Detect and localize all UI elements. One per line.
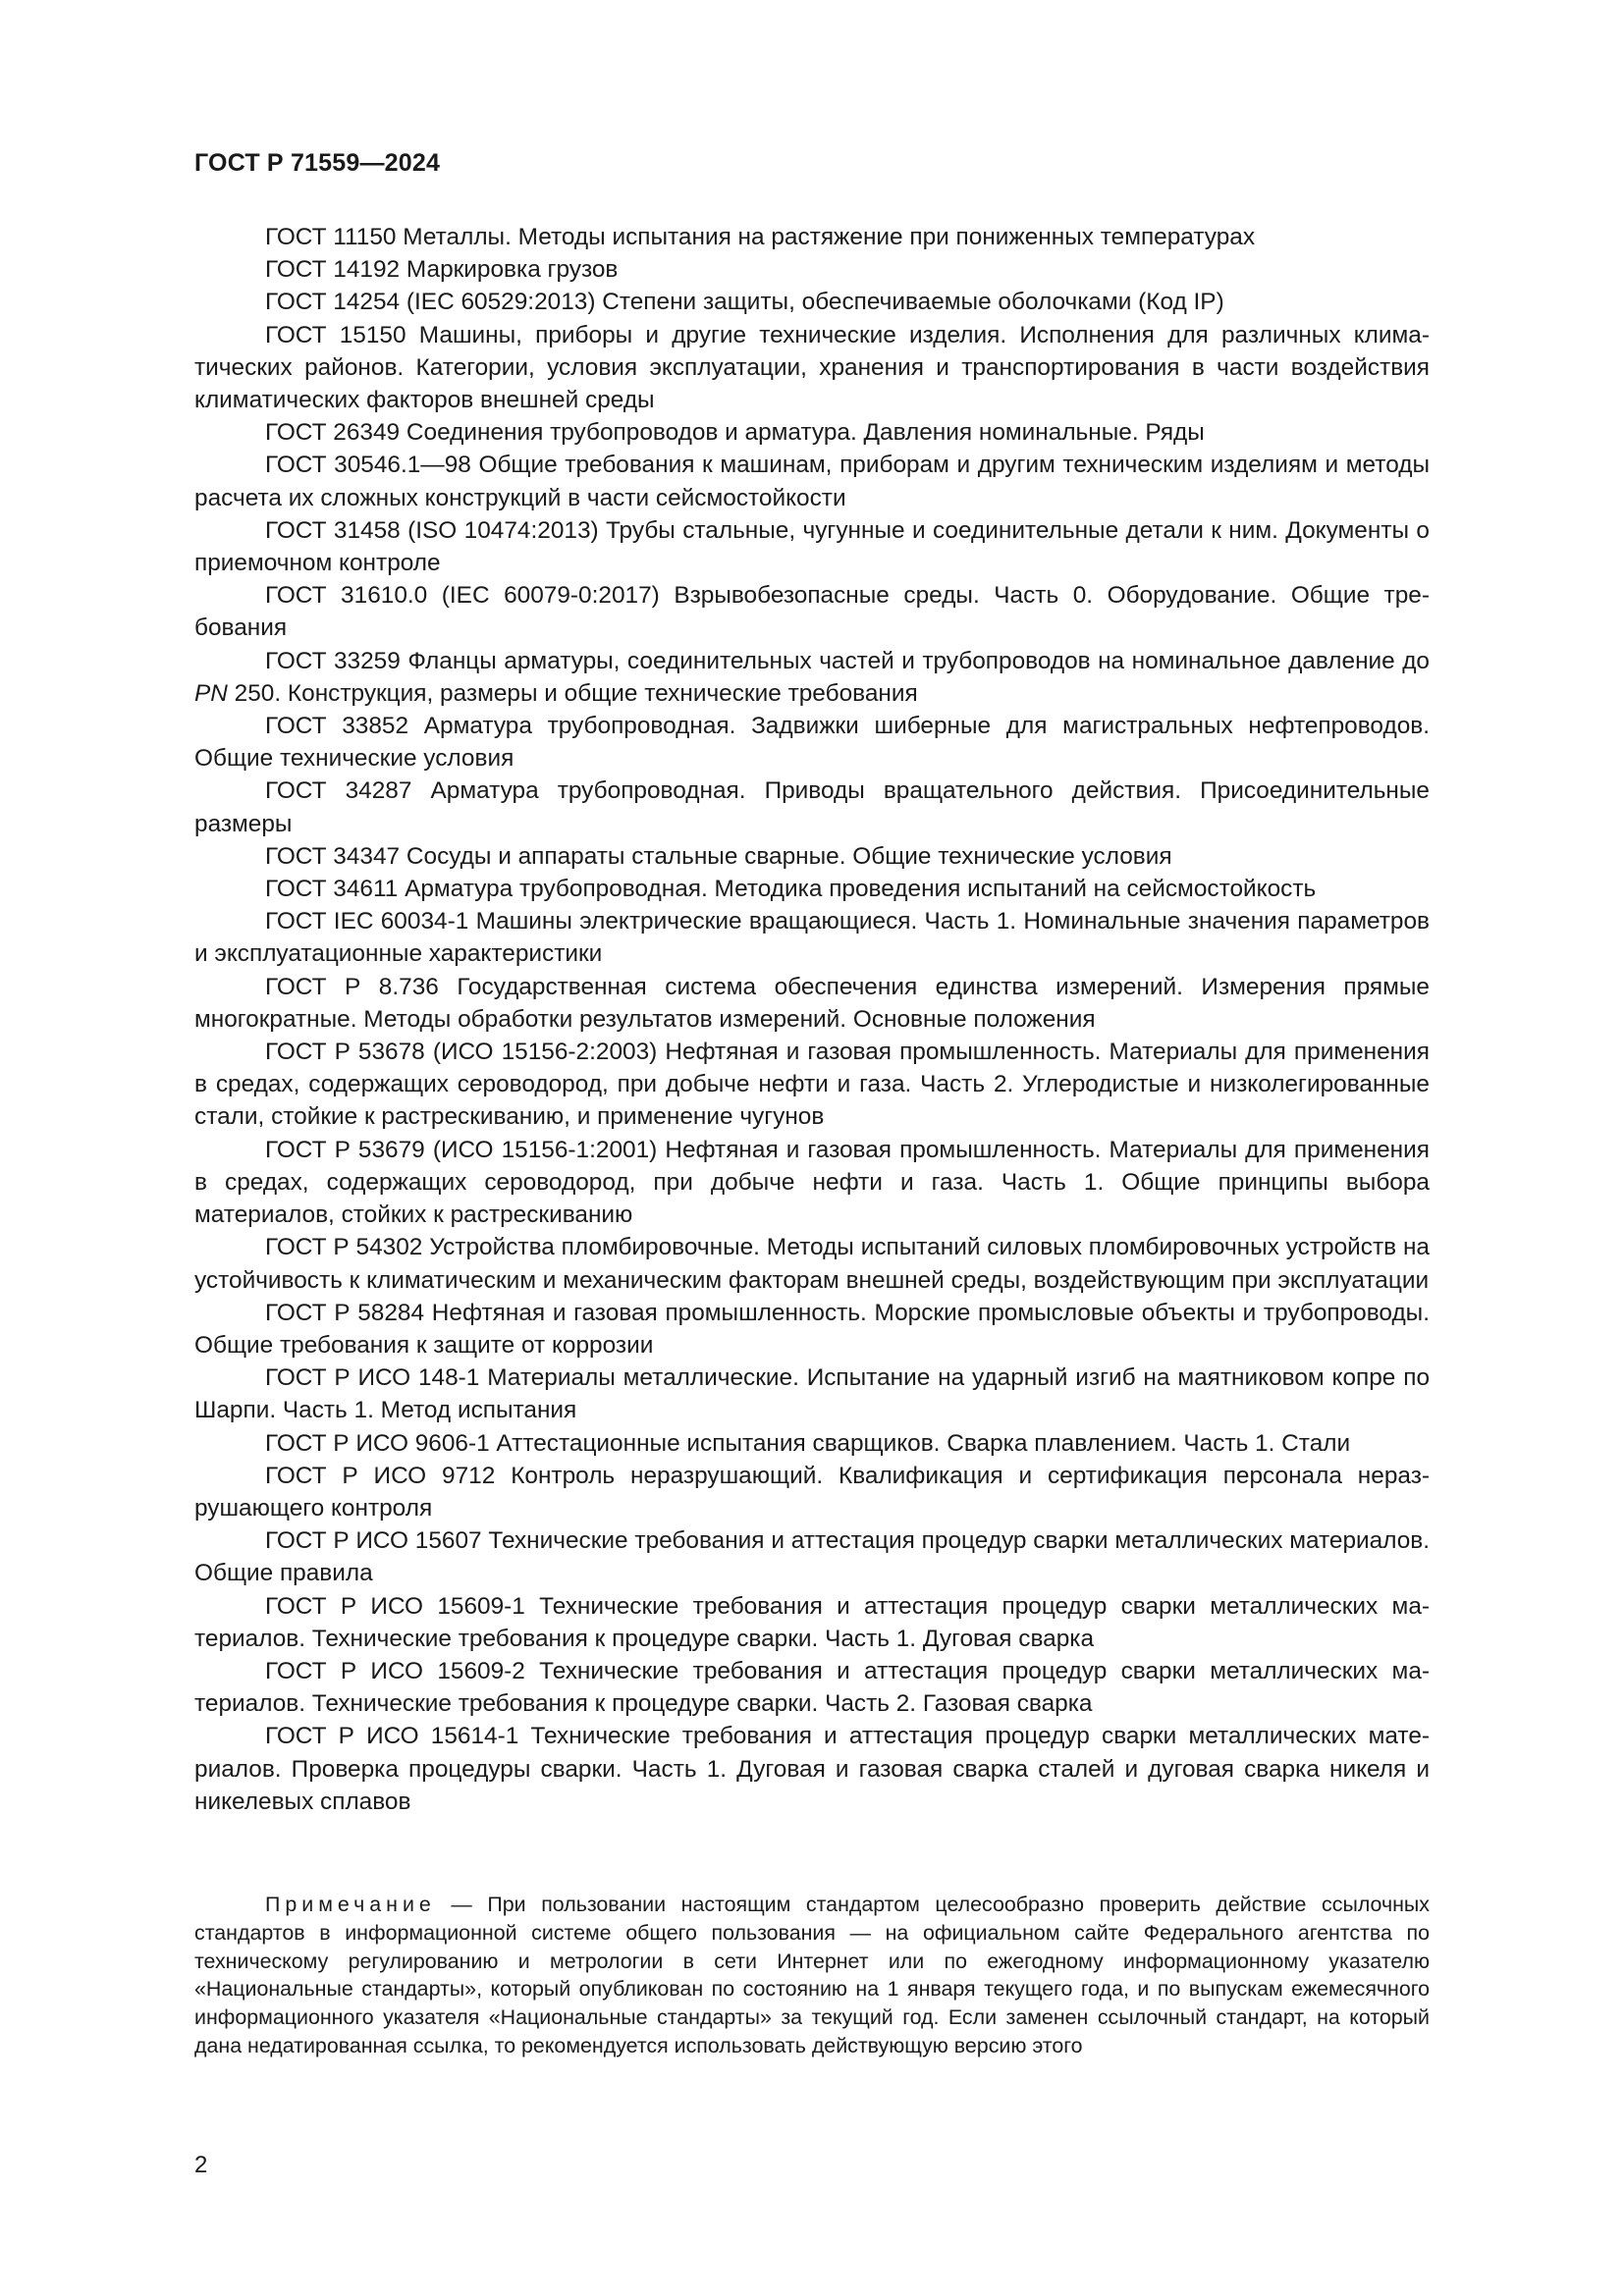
reference-code: ГОСТ Р ИСО 148-1 bbox=[265, 1364, 480, 1392]
reference-code: ГОСТ 26349 bbox=[265, 419, 401, 447]
reference-item bbox=[194, 319, 1430, 417]
reference-code: ГОСТ 11150 bbox=[265, 224, 397, 250]
reference-item bbox=[194, 710, 1430, 774]
reference-title: Контроль неразрушающий. Квалификация и сертификация персонала неразрушающего контроля bbox=[194, 1462, 1431, 1522]
reference-code: ГОСТ Р 8.736 bbox=[265, 973, 439, 1000]
reference-item bbox=[194, 514, 1430, 579]
reference-code: ГОСТ Р ИСО 15607 bbox=[265, 1527, 482, 1555]
reference-item bbox=[194, 221, 1430, 253]
reference-title-part: 250. Конструкция, размеры и общие технические требования bbox=[227, 679, 918, 707]
reference-code: ГОСТ 34347 bbox=[265, 842, 401, 870]
note-text: — При пользовании настоящим стандартом целесообразно проверить действие ссылочных стандартов в информационной системе общего пользования — на официальном сайте Федерального агентства по техническому регулированию и метрологии в сети Интернет или по ежегодному информационному указателю «Национальные стандарты», который опубликован по состоянию на 1 января текущего года, и по выпускам ежемесячного информационного указателя «Национальные стандарты» за текущий год. Если заменен ссылочный стандарт, на который дана недатированная ссылка, то рекомендуется использовать действующую версию этого bbox=[194, 1893, 1430, 2057]
reference-code: ГОСТ Р 53679 bbox=[265, 1136, 425, 1163]
reference-item bbox=[194, 1720, 1430, 1818]
reference-title: Маркировка грузов bbox=[406, 256, 619, 284]
reference-title: Технические требования и аттестация процедур сварки металлических материалов. Технические требования к процедуре сварки. Часть 2. Газовая сварка bbox=[194, 1657, 1431, 1718]
reference-item bbox=[194, 1524, 1430, 1589]
reference-code: ГОСТ Р 53678 bbox=[265, 1039, 425, 1066]
reference-code: ГОСТ IEC 60034-1 bbox=[265, 908, 469, 935]
reference-code: ГОСТ 15150 bbox=[265, 321, 406, 348]
reference-title: Технические требования и аттестация процедур сварки металлических материалов. Проверка процедуры сварки. Часть 1. Дуговая и газовая сварка сталей и дуговая сварка никеля и никелевых сплавов bbox=[194, 1723, 1431, 1815]
reference-item bbox=[194, 1590, 1430, 1655]
reference-code: ГОСТ 30546.1—98 bbox=[265, 452, 471, 479]
reference-code: ГОСТ 14254 bbox=[265, 289, 401, 316]
reference-item bbox=[194, 645, 1430, 710]
reference-code: ГОСТ 33259 bbox=[265, 647, 401, 674]
note-paragraph bbox=[194, 1891, 1430, 2060]
reference-item bbox=[194, 286, 1430, 318]
reference-item bbox=[194, 1036, 1430, 1134]
reference-item bbox=[194, 1655, 1430, 1720]
reference-item bbox=[194, 840, 1430, 873]
reference-item bbox=[194, 1362, 1430, 1426]
reference-item bbox=[194, 1231, 1430, 1296]
normative-references-list bbox=[194, 221, 1430, 1818]
reference-title: Арматура трубопроводная. Задвижки шиберные для магистральных нефтепроводов. Общие технические условия bbox=[194, 713, 1430, 773]
reference-title: Аттестационные испытания сварщиков. Сварка плавлением. Часть 1. Стали bbox=[496, 1429, 1351, 1457]
reference-item bbox=[194, 1134, 1430, 1232]
reference-item bbox=[194, 774, 1430, 839]
note-label: Примечание bbox=[265, 1893, 436, 1916]
reference-code: ГОСТ Р ИСО 15609-2 bbox=[265, 1657, 525, 1684]
pn-designation: PN bbox=[194, 679, 228, 707]
reference-code: ГОСТ 14192 bbox=[265, 256, 401, 284]
reference-item bbox=[194, 449, 1430, 513]
reference-title: (ИСО 15156-1:2001) Нефтяная и газовая промышленность. Материалы для применения в средах, содержащих сероводород, при добыче нефти и газа. Часть 1. Общие принципы выбора материалов, стойких к растрескиванию bbox=[194, 1136, 1430, 1229]
reference-item bbox=[194, 971, 1430, 1036]
reference-code: ГОСТ Р ИСО 9712 bbox=[265, 1462, 496, 1489]
reference-code: ГОСТ 31610.0 bbox=[265, 582, 428, 610]
reference-title: Машины, приборы и другие технические изделия. Исполнения для различных климатических районов. Категории, условия эксплуатации, хранения и транспортирования в части воздействия климатических факторов внешней среды bbox=[194, 321, 1430, 414]
reference-title: Материалы металлические. Испытание на ударный изгиб на маятниковом копре по Шарпи. Часть 1. Метод испытания bbox=[194, 1364, 1431, 1424]
reference-item bbox=[194, 416, 1430, 449]
reference-title: Устройства пломбировочные. Методы испытаний силовых пломбировочных устройств на устойчивость к климатическим и механическим факторам внешней среды, воздействующим при эксплуатации bbox=[194, 1234, 1430, 1294]
reference-title: Сосуды и аппараты стальные сварные. Общие технические условия bbox=[406, 842, 1172, 870]
reference-item bbox=[194, 1460, 1430, 1524]
reference-title-part: Фланцы арматуры, соединительных частей и трубопроводов на номинальное давление до bbox=[407, 647, 1431, 674]
reference-item bbox=[194, 905, 1430, 970]
reference-code: ГОСТ Р 58284 bbox=[265, 1299, 425, 1326]
reference-code: ГОСТ 34287 bbox=[265, 777, 412, 805]
reference-title: Машины электрические вращающиеся. Часть 1. Номинальные значения параметров и эксплуатационные характеристики bbox=[194, 908, 1430, 968]
reference-title: Арматура трубопроводная. Методика проведения испытаний на сейсмостойкость bbox=[405, 876, 1317, 903]
reference-code: ГОСТ 33852 bbox=[265, 713, 409, 740]
reference-title: Технические требования и аттестация процедур сварки металлических материалов. Технические требования к процедуре сварки. Часть 1. Дуговая сварка bbox=[194, 1592, 1431, 1652]
document-header: ГОСТ Р 71559—2024 bbox=[194, 149, 441, 177]
reference-item bbox=[194, 1427, 1430, 1460]
reference-item bbox=[194, 1297, 1430, 1362]
reference-title: Соединения трубопроводов и арматура. Давления номинальные. Ряды bbox=[406, 419, 1205, 447]
reference-item bbox=[194, 253, 1430, 286]
reference-code: ГОСТ Р ИСО 15614-1 bbox=[265, 1723, 519, 1750]
page-number: 2 bbox=[194, 2152, 208, 2178]
reference-item bbox=[194, 579, 1430, 644]
reference-item bbox=[194, 873, 1430, 905]
reference-title: Общие требования к машинам, приборам и другим техническим изделиям и методы расчета их сложных конструкций в части сейсмостойкости bbox=[194, 452, 1430, 511]
reference-title: (IEC 60079-0:2017) Взрывобезопасные среды. Часть 0. Оборудование. Общие требования bbox=[194, 582, 1430, 642]
reference-code: ГОСТ Р ИСО 9606-1 bbox=[265, 1429, 490, 1457]
reference-code: ГОСТ Р ИСО 15609-1 bbox=[265, 1592, 525, 1620]
reference-code: ГОСТ 31458 bbox=[265, 516, 401, 544]
reference-title: Металлы. Методы испытания на растяжение при пониженных температурах bbox=[403, 224, 1256, 250]
reference-code: ГОСТ Р 54302 bbox=[265, 1234, 423, 1261]
reference-title: Арматура трубопроводная. Приводы вращательного действия. Присоединительные размеры bbox=[194, 777, 1430, 837]
reference-title: (ИСО 15156-2:2003) Нефтяная и газовая промышленность. Материалы для применения в средах, содержащих сероводород, при добыче нефти и газа. Часть 2. Углеродистые и низколегированные стали, стойкие к растрескиванию, и применение чугунов bbox=[194, 1039, 1430, 1131]
reference-code: ГОСТ 34611 bbox=[265, 876, 399, 903]
reference-title: Технические требования и аттестация процедур сварки металлических материалов. Общие правила bbox=[194, 1527, 1431, 1587]
reference-title: Нефтяная и газовая промышленность. Морские промысловые объекты и трубопроводы. Общие требования к защите от коррозии bbox=[194, 1299, 1430, 1359]
reference-title: (IEC 60529:2013) Степени защиты, обеспечиваемые оболочками (Код IP) bbox=[406, 289, 1224, 316]
reference-title: Государственная система обеспечения единства измерений. Измерения прямые многократные. Методы обработки результатов измерений. Основные положения bbox=[194, 973, 1430, 1033]
reference-title: (ISO 10474:2013) Трубы стальные, чугунные и соединительные детали к ним. Документы о приемочном контроле bbox=[194, 516, 1430, 577]
